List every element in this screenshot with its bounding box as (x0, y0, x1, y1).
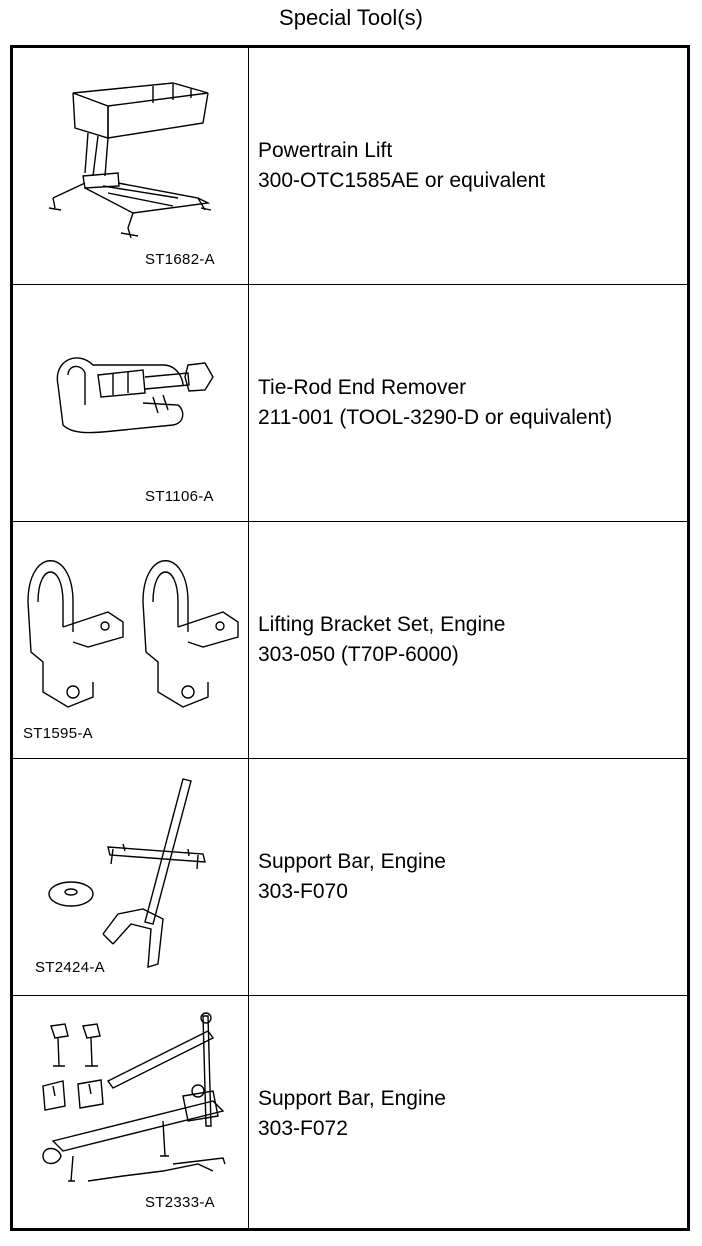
tool-part-number: 211-001 (TOOL-3290-D or equivalent) (258, 406, 613, 429)
table-row (13, 285, 687, 522)
lifting-bracket-icon (13, 522, 249, 759)
tool-image-code: ST2424-A (35, 959, 105, 976)
tool-part-number: 300-OTC1585AE or equivalent (258, 169, 546, 192)
tool-image-code: ST1682-A (145, 251, 215, 268)
page-title: Special Tool(s) (279, 5, 423, 30)
tool-name: Lifting Bracket Set, Engine (258, 613, 506, 636)
tool-image-cell (13, 522, 249, 758)
table-row (13, 48, 687, 285)
table-row (13, 759, 687, 996)
table-row (13, 996, 687, 1228)
tie-rod-end-remover-icon (13, 285, 249, 522)
tool-image-cell (13, 285, 249, 521)
tool-name: Tie-Rod End Remover (258, 376, 467, 399)
tool-name: Support Bar, Engine (258, 850, 446, 873)
special-tools-table (10, 45, 690, 1231)
tool-image-cell (13, 759, 249, 995)
tool-part-number: 303-F072 (258, 1117, 348, 1140)
tool-image-cell (13, 48, 249, 284)
table-row (13, 522, 687, 759)
tool-image-cell (13, 996, 249, 1228)
tool-name: Powertrain Lift (258, 139, 393, 162)
tool-part-number: 303-050 (T70P-6000) (258, 643, 459, 666)
tool-image-code: ST1595-A (23, 725, 93, 742)
powertrain-lift-icon (13, 48, 249, 285)
tool-image-code: ST2333-A (145, 1194, 215, 1211)
tool-part-number: 303-F070 (258, 880, 348, 903)
tool-name: Support Bar, Engine (258, 1087, 446, 1110)
tool-image-code: ST1106-A (145, 488, 214, 505)
